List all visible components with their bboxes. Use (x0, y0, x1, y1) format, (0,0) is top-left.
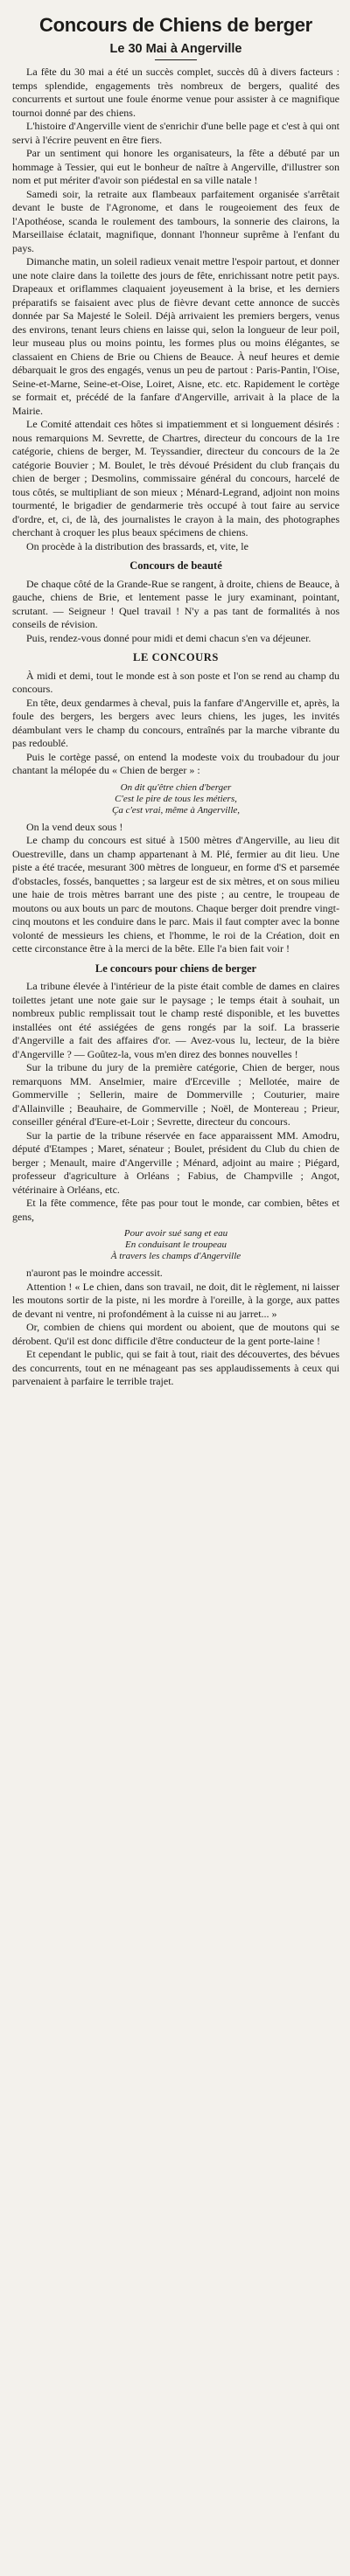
verse-line: Pour avoir sué sang et eau (123, 1228, 228, 1239)
verse-line: En conduisant le troupeau (125, 1239, 227, 1250)
song-verse (12, 782, 340, 816)
song-verse (12, 1228, 340, 1262)
paragraph: Par un sentiment qui honore les organisateurs, la fête a débuté par un hommage à Tessier, qui eut le bonheur de naître à Angerville, d'illustrer son nom et put mériter d'avoir son piédestal en sa ville natale ! (12, 147, 340, 186)
section-title-bergers: Le concours pour chiens de berger (94, 962, 257, 975)
paragraph: Or, combien de chiens qui mordent ou aboient, que de moutons qui se dérobent. Qu'il est donc difficile d'être conducteur de la gent porte-laine ! (12, 1321, 340, 1347)
paragraph: La fête du 30 mai a été un succès complet, succès dû à divers facteurs : temps splendide, engagements très nombreux de bergers, qualité des concurrents et surtout une foule énorme venue pour assister à ce magnifique tournoi donné par des chiens. (12, 66, 340, 119)
verse-line: Ça c'est vrai, même à Angerville, (111, 804, 241, 816)
title-divider (155, 59, 197, 60)
section-title-beaute: Concours de beauté (130, 559, 222, 572)
paragraph: Samedi soir, la retraite aux flambeaux parfaitement organisée s'arrêtait devant le buste de l'Agronome, et dans le rougeoiement des feux de l'Apothéose, scanda le roulement des tambours, la sonnerie des clairons, la Marseillaise éclatait, magnifique, donnant l'honneur suprême à l'enfant du pays. (12, 187, 340, 254)
paragraph: En tête, deux gendarmes à cheval, puis la fanfare d'Angerville et, après, la foule des bergers, les bergers avec leurs chiens, les juges, les invités déambulant vers le champ du concours, entraînés par la marche vibrante du pas redoublé. (12, 696, 340, 749)
paragraph: Et cependant le public, qui se fait à tout, riait des découvertes, des bévues des concurrents, tout en ne ménageant pas ses applaudissements à ceux qui parvenaient à parfaire le terrible trajet. (12, 1348, 340, 1387)
paragraph: La tribune élevée à l'intérieur de la piste était comble de dames en claires toilettes jetant une note gaie sur le paysage ; le temps était à souhait, un nombreux public remplissait tout le champ resté disponible, et les buvettes installées ont été assiégées de gens rongés par la soif. La brasserie d'Angerville a fait des affaires d'or. — Avez-vous lu, lecteur, de la bière d'Angerville ? — Goûtez-la, vous m'en direz des bonnes nouvelles ! (12, 980, 340, 1060)
paragraph: Puis, rendez-vous donné pour midi et demi chacun s'en va déjeuner. (26, 631, 312, 644)
article-headline: Concours de Chiens de berger (39, 14, 312, 36)
paragraph: De chaque côté de la Grande-Rue se rangent, à droite, chiens de Beauce, à gauche, chiens de Brie, et lentement passe le jury examinant, pointant, scrutant. — Seigneur ! Quel travail ! N'y a pas tant de formalités à nos conseils de révision. (12, 577, 340, 630)
verse-line: C'est le pire de tous les métiers, (115, 793, 237, 804)
paragraph: À midi et demi, tout le monde est à son poste et l'on se rend au champ du concours. (12, 669, 340, 695)
paragraph: Le Comité attendait ces hôtes si impatiemment et si longuement désirés : nous remarquions M. Sevrette, de Chartres, directeur du concours de la 1re catégorie, chiens de berger, M. Teyssandier, directeur du concours de la 2e catégorie Bouvier ; M. Boulet, le très dévoué Président du club français du chien de berger ; Desmolins, commissaire général du concours, harcelé de tous côtés, se multipliant de son mieux ; Ménard-Legrand, adjoint non moins tourmenté, le brigadier de gendarmerie très occupé à tout faire au service d'ordre, et, ci, de là, des journalistes le crayon à la main, des photographes cherchant à croquer les plus beaux spécimens de chiens. (12, 418, 340, 538)
paragraph: Sur la partie de la tribune réservée en face apparaissent MM. Amodru, député d'Etampes ; Maret, sénateur ; Boulet, président du Club du chien de berger ; Menault, maire d'Angerville ; Ménard, adjoint au maire ; Piégard, professeur d'agriculture à Orléans ; Fabius, de Champville ; Angot, vétérinaire à Orléans, etc. (12, 1128, 340, 1196)
paragraph: Sur la tribune du jury de la première catégorie, Chien de berger, nous remarquons MM. Anselmier, maire d'Erceville ; Mellotée, maire de Gommerville ; Sellerin, maire de Dommerville ; Couturier, maire d'Allainville ; Beauhaire, de Gommerville ; Noël, de Montereau ; Prieur, conseiller général d'Eure-et-Loir ; Sevrette, directeur du concours. (12, 1061, 340, 1128)
verse-line: À travers les champs d'Angerville (110, 1251, 242, 1261)
paragraph: Le champ du concours est situé à 1500 mètres d'Angerville, au lieu dit Ouestreville, dans un champ appartenant à M. Plé, fermier au dit lieu. Une piste a été tracée, mesurant 300 mètres de longueur, en forme d'S et parsemée d'obstacles, fossés, banquettes ; sa largeur est de six mètres, et on sous milieu une haie de trois mètres barrant une des piste ; au centre, le troupeau de moutons ou aux bouts un parc de moutons. Chaque berger doit prendre vingt-cinq moutons et les conduire dans le parc. Mais il faut compter avec la bonne volonté de messieurs les chiens, et l'homme, le roi de la Création, doit en cette circonstance être à la merci de la bête. Elle l'a bien fait voir ! (12, 834, 340, 955)
article-body (12, 66, 340, 1389)
section-title-concours: LE CONCOURS (133, 651, 219, 663)
paragraph: On la vend deux sous ! (26, 820, 123, 833)
paragraph: n'auront pas le moindre accessit. (26, 1267, 163, 1279)
paragraph: L'histoire d'Angerville vient de s'enrichir d'une belle page et c'est à qui ont servi à l'écrire peuvent en être fiers. (12, 120, 340, 146)
paragraph: Dimanche matin, un soleil radieux venait mettre l'espoir partout, et donner une note claire dans la toilette des jours de fête, enrichissant notre petit pays. Drapeaux et oriflammes claquaient joyeusement à la brise, et les derniers préparatifs se faisaient avec plus de fièvre devant cette annonce de succès donnée par Sa Majesté le Soleil. Déjà arrivaient les premiers bergers, venus des environs, tenant leurs chiens en laisse qui, selon la longueur de leur poil, leur museau plus ou moins pointu, les formes plus ou moins élégantes, se classaient en Chiens de Brie ou Chiens de Beauce. À neuf heures et demie débarquait le gros des engagés, venus un peu de partout : Paris-Pantin, l'Oise, Seine-et-Marne, Seine-et-Oise, Loiret, Aisne, etc. etc. Rapidement le cortège se formait et, précédé de la fanfare d'Angerville, arrivait à la place de la Mairie. (12, 255, 340, 417)
paragraph: Puis le cortège passé, on entend la modeste voix du troubadour du jour chantant la mélopée du « Chien de berger » : (12, 750, 340, 776)
paragraph: On procède à la distribution des brassards, et, vite, le (26, 539, 248, 552)
article-subheadline: Le 30 Mai à Angerville (109, 42, 242, 56)
paragraph: Et la fête commence, fête pas pour tout le monde, car combien, bêtes et gens, (12, 1197, 340, 1223)
verse-line: On dit qu'être chien d'berger (120, 781, 232, 793)
paragraph: Attention ! « Le chien, dans son travail, ne doit, dit le règlement, ni laisser les moutons sortir de la piste, ni les mordre à l'oreille, à la gorge, aux pattes de devant ni ventre, ni profondément à la cuisse ni au jarret... » (12, 1280, 340, 1320)
